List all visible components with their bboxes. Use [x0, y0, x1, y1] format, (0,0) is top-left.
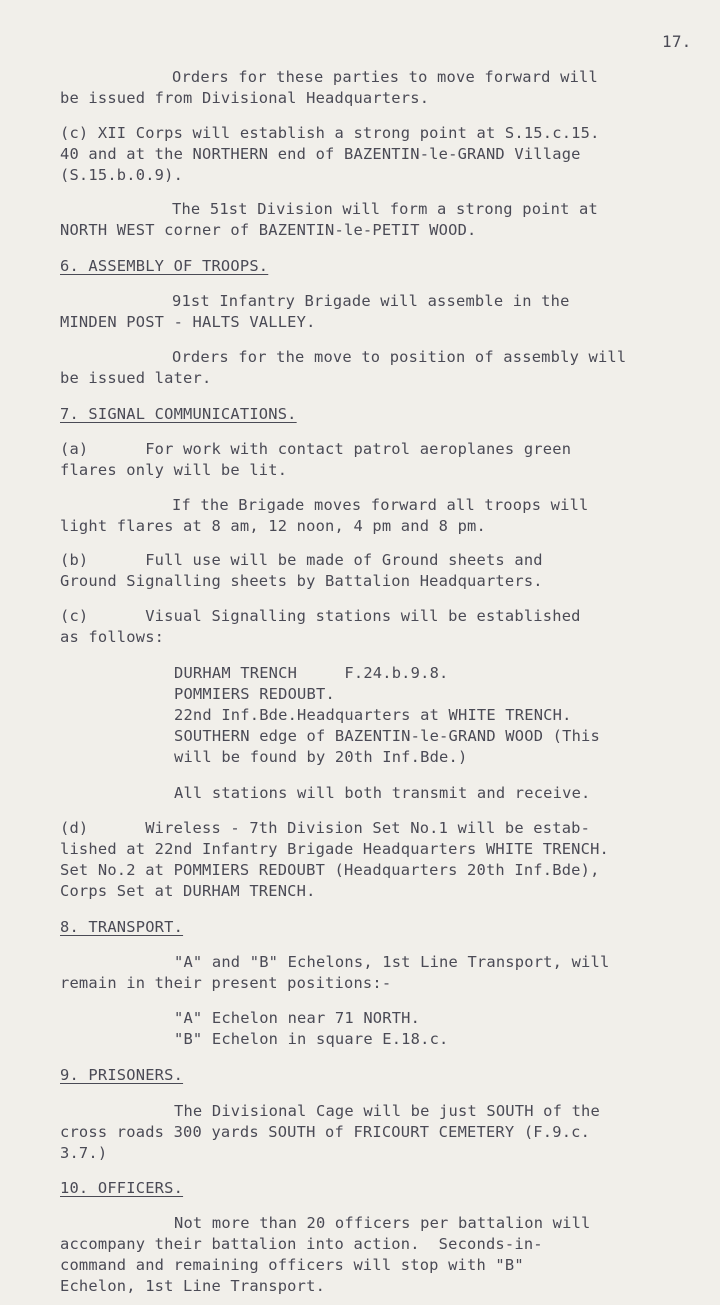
text-line: (c) XII Corps will establish a strong point at S.15.c.15. [60, 124, 600, 142]
text-line: 91st Infantry Brigade will assemble in the [172, 292, 570, 310]
text-line: (b) Full use will be made of Ground sheets and [60, 551, 543, 569]
text-line: cross roads 300 yards SOUTH of FRICOURT CEMETERY (F.9.c. [60, 1123, 591, 1141]
text-line: (d) Wireless - 7th Division Set No.1 will be estab- [60, 819, 591, 837]
section-heading-officers: 10. OFFICERS. [60, 1179, 184, 1197]
text-line: flares only will be lit. [60, 461, 288, 479]
text-line: 3.7.) [60, 1144, 108, 1162]
text-line: (a) For work with contact patrol aeroplanes green [60, 440, 572, 458]
section-heading-transport: 8. TRANSPORT. [60, 918, 184, 936]
text-line: be issued later. [60, 369, 212, 387]
text-line: 40 and at the NORTHERN end of BAZENTIN-le-GRAND Village [60, 145, 581, 163]
text-line: Echelon, 1st Line Transport. [60, 1277, 326, 1295]
text-line: The Divisional Cage will be just SOUTH of the [174, 1102, 600, 1120]
echelon-item: "B" Echelon in square E.18.c. [174, 1030, 449, 1048]
page-number: 17. [662, 32, 692, 51]
section-heading-signal: 7. SIGNAL COMMUNICATIONS. [60, 405, 297, 423]
station-item: SOUTHERN edge of BAZENTIN-le-GRAND WOOD (This [174, 727, 600, 745]
text-line: Orders for the move to position of assembly will [172, 348, 627, 366]
station-item: POMMIERS REDOUBT. [174, 685, 335, 703]
text-line: Not more than 20 officers per battalion will [174, 1214, 591, 1232]
text-line: accompany their battalion into action. Seconds-in- [60, 1235, 543, 1253]
echelon-item: "A" Echelon near 71 NORTH. [174, 1009, 421, 1027]
text-line: (c) Visual Signalling stations will be established [60, 607, 581, 625]
text-line: lished at 22nd Infantry Brigade Headquarters WHITE TRENCH. [60, 840, 610, 858]
text-line: (S.15.b.0.9). [60, 166, 184, 184]
text-line: Ground Signalling sheets by Battalion Headquarters. [60, 572, 543, 590]
text-line: "A" and "B" Echelons, 1st Line Transport, will [174, 953, 610, 971]
text-line: Corps Set at DURHAM TRENCH. [60, 882, 316, 900]
text-line: NORTH WEST corner of BAZENTIN-le-PETIT WOOD. [60, 221, 477, 239]
section-heading-assembly: 6. ASSEMBLY OF TROOPS. [60, 257, 269, 275]
text-line: be issued from Divisional Headquarters. [60, 89, 430, 107]
text-line: The 51st Division will form a strong point at [172, 200, 598, 218]
text-line: If the Brigade moves forward all troops will [172, 496, 589, 514]
text-line: MINDEN POST - HALTS VALLEY. [60, 313, 316, 331]
text-line: Set No.2 at POMMIERS REDOUBT (Headquarters 20th Inf.Bde), [60, 861, 600, 879]
section-heading-prisoners: 9. PRISONERS. [60, 1066, 184, 1084]
text-line: command and remaining officers will stop with "B" [60, 1256, 524, 1274]
station-item: will be found by 20th Inf.Bde.) [174, 748, 468, 766]
text-line: Orders for these parties to move forward will [172, 68, 598, 86]
text-line: light flares at 8 am, 12 noon, 4 pm and 8 pm. [60, 517, 486, 535]
text-line: remain in their present positions:- [60, 974, 392, 992]
station-item: DURHAM TRENCH F.24.b.9.8. [174, 664, 449, 682]
text-line: as follows: [60, 628, 165, 646]
station-item: 22nd Inf.Bde.Headquarters at WHITE TRENCH. [174, 706, 572, 724]
paragraph-all-stations: All stations will both transmit and receive. [174, 784, 591, 802]
